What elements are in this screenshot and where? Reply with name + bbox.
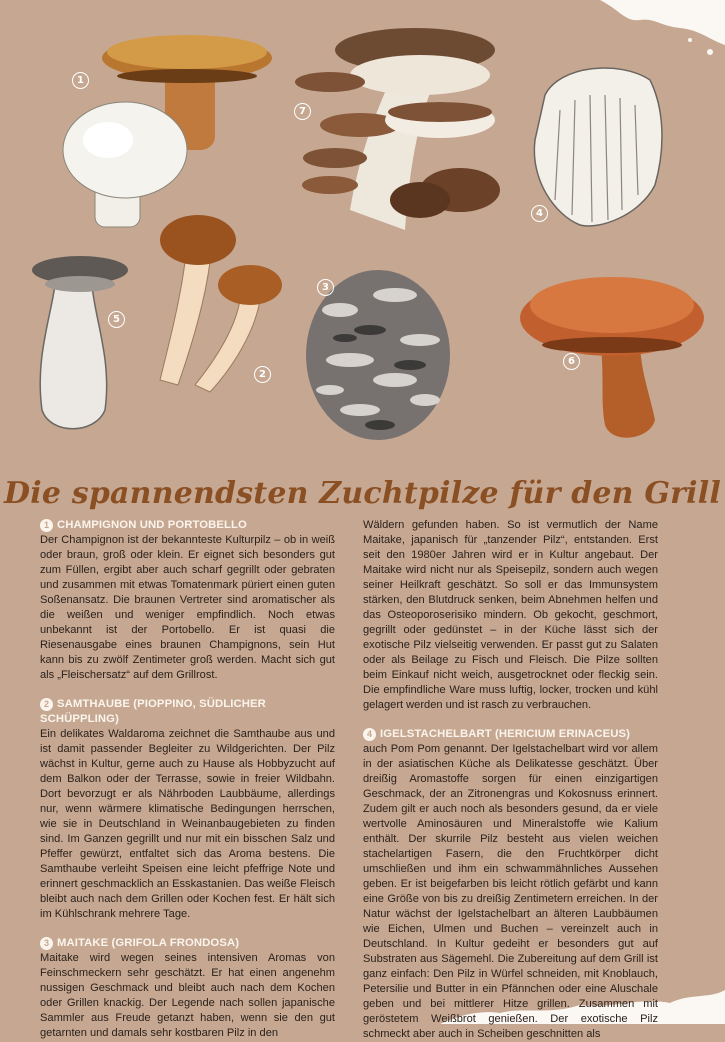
- mushroom-illustrations: [0, 0, 725, 450]
- section-text-2: Ein delikates Waldaroma zeichnet die Samthaube aus und ist damit passender Begleiter zu Wildgerichten. Der Pilz wächst in Kultur, gerne auch zu Hause als Hobbyzucht auf dem Balkon oder der Terrasse, sowie in freier Wildbahn. Dort bevorzugt er als Nährboden Laubbäume, allerdings nur, wenn wärmere klimatische Bedingungen herrschen, wie sie in Deutschland in Weinanbaugebieten zu finden sind. Im Ganzen gegrillt und nur mit ein bisschen Salz und Pfeffer gewürzt, entfaltet sich das Aroma bestens. Die Samthaube verleiht Speisen eine leicht pfeffrige Note und erinnert geschmacklich an Esskastanien. Das weiße Fleisch bleibt auch nach dem Grillen oder Kochen fest. Er hält sich im Kühlschrank mehrere Tage.: [40, 728, 335, 920]
- page-title: Die spannendsten Zuchtpilze für den Grill: [4, 476, 721, 512]
- section-heading-4: 4 IGELSTACHELBART (HERICIUM ERINACEUS): [363, 727, 658, 742]
- oyster-mushroom-illustration: [295, 28, 500, 230]
- section-heading-2: 2 SAMTHAUBE (PIOPPINO, SÜDLICHER SCHÜPPLING): [40, 698, 266, 725]
- label-3: 3: [317, 279, 334, 296]
- king-oyster-illustration: [32, 256, 128, 429]
- section-number-2: 2: [40, 698, 53, 711]
- label-1: 1: [72, 72, 89, 89]
- label-4: 4: [531, 205, 548, 222]
- champignon-illustration: [63, 102, 187, 227]
- label-7: 7: [294, 103, 311, 120]
- lions-mane-illustration: [534, 68, 662, 226]
- section-text-3-continued: Wäldern gefunden haben. So ist vermutlich der Name Maitake, japanisch für „tanzender Pilz“, entstanden. Erst seit den 1980er Jahren wird er in Kultur angebaut. Der Maitake wird nicht nur als Speisepilz, sondern auch wegen seiner Heilkraft geschätzt. So soll er das Immunsystem stärken, den Blutdruck senken, beim Abnehmen helfen und das Osteoporoserisiko mindern. Ob gekocht, geschmort, gegrillt oder gedünstet – in der Küche lässt sich der exotische Pilz vielseitig verwenden. Er passt gut zu Salaten oder als Beilage zu Fisch und Fleisch. Die Pilze sollten beim Einkauf nicht weich, ausgetrocknet oder fleckig sein. Die empfindliche Ware muss luftig, locker, trocken und kühl gelagert werden und ist rasch zu verbrauchen.: [363, 519, 658, 711]
- section-heading-1: 1 CHAMPIGNON UND PORTOBELLO: [40, 518, 335, 533]
- section-number-3: 3: [40, 937, 53, 950]
- section-text-4: auch Pom Pom genannt. Der Igelstachelbart wird vor allem in der asiatischen Küche als Delikatesse geschätzt. Über dreißig Aromastoffe sorgen für einen einzigartigen Geschmack, der an Zitronengras und Kokosnuss erinnert. Zudem gilt er auch noch als besonders gesund, da er viele wertvolle Aminosäuren und Mineralstoffe wie Kalium enthält. Der skurrile Pilz besteht aus vielen weichen stachelartigen Fasern, die den Fruchtkörper dicht umschließen und ihm ein schwammähnliches Aussehen geben. Er ist beigefarben bis leicht rötlich gefärbt und kann eine Größe von bis zu dreißig Zentimetern erreichen. In der Natur wächst der Igelstachelbart an älteren Laubbäumen wie Eichen, Ulmen und Buchen – vereinzelt auch in Deutschland. In Kultur gedeiht er besonders gut auf Substraten aus Sägemehl. Die Zubereitung auf dem Grill ist ganz einfach: Den Pilz in Würfel schneiden, mit Knoblauch, Petersilie und Butter in ein Pfännchen oder eine Aluschale geben und bei mittlerer Hitze grillen. Zusammen mit geröstetem Weißbrot genießen. Der exotische Pilz schmeckt aber auch in Scheiben geschnitten als: [363, 743, 658, 1040]
- section-text-3: Maitake wird wegen seines intensiven Aromas von Feinschmeckern sehr geschätzt. Er hat einen angenehm nussigen Geschmack und bleibt auch nach dem Kochen oder Grillen knackig. Der Legende nach sollen japanische Sammler aus Freude getanzt haben, wenn sie den gut getarnten und damals sehr kostbaren Pilz in den: [40, 952, 335, 1039]
- right-column: [363, 518, 658, 1042]
- label-5: 5: [108, 311, 125, 328]
- left-column: [40, 518, 335, 1041]
- brown-mushroom-illustration: [520, 277, 704, 438]
- section-heading-3: 3 MAITAKE (GRIFOLA FRONDOSA): [40, 936, 335, 951]
- section-text-1: Der Champignon ist der bekannteste Kulturpilz – ob in weiß oder braun, groß oder klein. Er eignet sich besonders gut zum Füllen, ergibt aber auch scharf gegrillt oder gebraten und zusammen mit etwas Tomatenmark püriert einen guten Soßenansatz. Die braunen Vertreter sind aromatischer als die weißen und weniger empfindlich. Noch etwas unbekannt ist der Portobello. Er ist quasi die Riesenausgabe eines braunen Champignons, sein Hut kann bis zu zwölf Zentimeter groß werden. Macht sich gut als „Fleischersatz“ auf dem Grillrost.: [40, 534, 335, 681]
- section-number-4: 4: [363, 728, 376, 741]
- label-2: 2: [254, 366, 271, 383]
- label-6: 6: [563, 353, 580, 370]
- section-number-1: 1: [40, 519, 53, 532]
